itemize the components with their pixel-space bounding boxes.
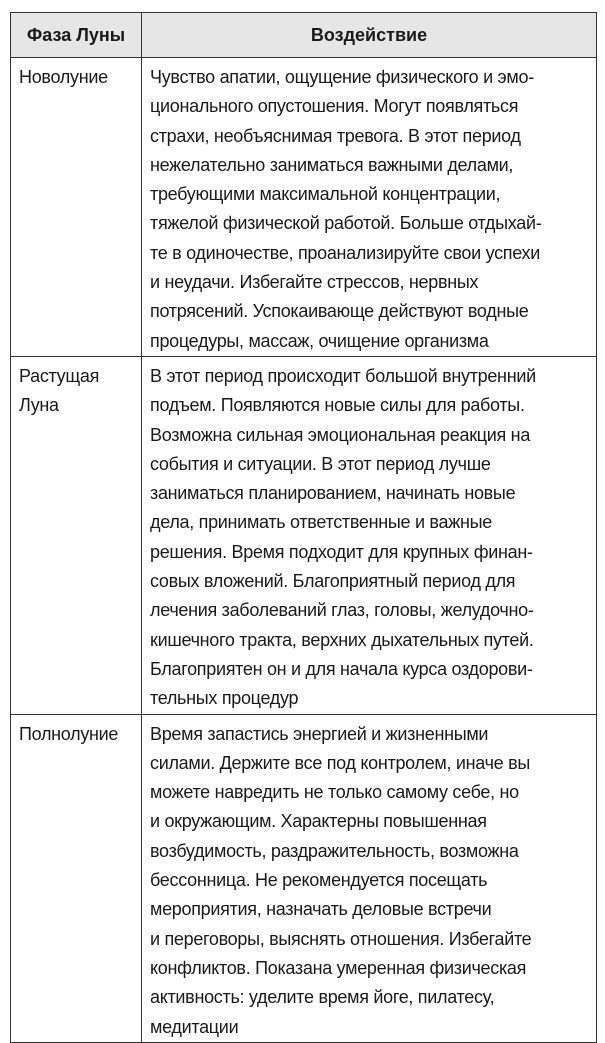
moon-phase-table xyxy=(10,12,597,1043)
effect-cell-line: мероприятия, назначать деловые встречи xyxy=(150,899,492,920)
effect-cell xyxy=(142,356,597,714)
effect-cell-line: ционального опустошения. Могут появляться xyxy=(150,96,519,117)
effect-cell-line: решения. Время подходит для крупных финан- xyxy=(150,541,533,562)
effect-cell-line: активность: уделите время йоге, пилатесу, xyxy=(150,987,495,1008)
phase-cell-line: Растущая xyxy=(19,365,100,386)
phase-cell xyxy=(11,58,142,357)
effect-cell-line: медитации xyxy=(150,1016,239,1037)
phase-cell xyxy=(11,714,142,1042)
effect-cell-line: Чувство апатии, ощущение физического и эмо- xyxy=(150,67,534,87)
effect-cell-line: потрясений. Успокаивающе действуют водные xyxy=(150,301,529,322)
effect-cell-line: В этот период происходит большой внутренний xyxy=(150,365,536,386)
effect-cell-line: те в одиночестве, проанализируйте свои успехи xyxy=(150,242,541,263)
table-row xyxy=(11,714,597,1042)
effect-cell-line: подъем. Появляются новые силы для работы. xyxy=(150,395,525,416)
effect-cell-line: процедуры, массаж, очищение организма xyxy=(150,330,489,351)
phase-cell xyxy=(11,356,142,714)
phase-cell-line: Луна xyxy=(19,395,59,416)
effect-cell-line: дела, принимать ответственные и важные xyxy=(150,512,492,533)
table-header-row xyxy=(11,13,597,58)
effect-cell-line: лечения заболеваний глаз, головы, желудочно- xyxy=(150,600,534,621)
effect-cell xyxy=(142,714,597,1042)
phase-cell-line: Новолуние xyxy=(19,67,108,87)
effect-cell-line: страхи, необъяснимая тревога. В этот период xyxy=(150,125,521,146)
header-moon-phase: Фаза Луны xyxy=(11,13,142,58)
effect-cell-line: можете навредить не только самому себе, но xyxy=(150,782,519,803)
effect-cell-line: события и ситуации. В этот период лучше xyxy=(150,453,491,474)
effect-cell-line: Благоприятен он и для начала курса оздорови- xyxy=(150,658,533,679)
effect-cell-line: и окружающим. Характерны повышенная xyxy=(150,811,487,832)
effect-cell xyxy=(142,58,597,357)
effect-cell-line: Возможна сильная эмоциональная реакция на xyxy=(150,424,531,445)
effect-cell-line: совых вложений. Благоприятный период для xyxy=(150,571,516,592)
effect-cell-line: требующими максимальной концентрации, xyxy=(150,184,501,205)
effect-cell-line: конфликтов. Показана умеренная физическая xyxy=(150,957,527,978)
effect-cell-line: Время запастись энергией и жизненными xyxy=(150,723,489,744)
effect-cell-line: бессонница. Не рекомендуется посещать xyxy=(150,870,488,891)
effect-cell-line: нежелательно заниматься важными делами, xyxy=(150,154,514,175)
effect-cell-line: возбудимость, раздражительность, возможна xyxy=(150,840,519,861)
phase-cell-line: Полнолуние xyxy=(19,723,119,744)
effect-cell-line: тяжелой физической работой. Больше отдыхай- xyxy=(150,213,542,234)
effect-cell-line: заниматься планированием, начинать новые xyxy=(150,483,516,504)
effect-cell-line: кишечного тракта, верхних дыхательных путей. xyxy=(150,629,534,650)
header-effect: Воздействие xyxy=(142,13,597,58)
effect-cell-line: силами. Держите все под контролем, иначе вы xyxy=(150,752,530,773)
effect-cell-line: и неудачи. Избегайте стрессов, нервных xyxy=(150,272,479,293)
table-row xyxy=(11,58,597,357)
table-row xyxy=(11,356,597,714)
effect-cell-line: тельных процедур xyxy=(150,688,299,709)
effect-cell-line: и переговоры, выяснять отношения. Избегайте xyxy=(150,928,532,949)
